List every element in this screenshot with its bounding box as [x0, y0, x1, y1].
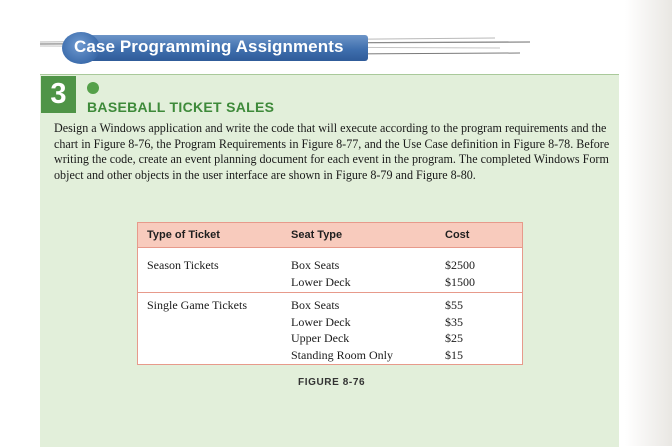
ticket-price-table: [137, 222, 523, 365]
table-header-row: [138, 223, 522, 248]
seat-type-cell: Upper Deck: [291, 331, 350, 345]
seat-type-cell: Lower Deck: [291, 314, 351, 329]
table-row-divider: [138, 292, 522, 293]
assignment-title: BASEBALL TICKET SALES: [87, 99, 275, 115]
cost-cell: $55: [445, 298, 463, 312]
header-type-of-ticket: Type of Ticket: [147, 229, 220, 241]
section-header: [40, 32, 620, 64]
assignment-number: 3: [41, 76, 76, 113]
assignment-description: Design a Windows application and write the code that will execute according to the program requirements and the chart in Figure 8-76, the Program Requirements in Figure 8-77, and the Use Case definition in Figure 8-78. Before writing the code, create an event planning document for each event in the program. The completed Windows Form object and other objects in the user interface are shown in Figure 8-79 and Figure 8-80.: [54, 121, 610, 182]
header-seat-type: Seat Type: [291, 229, 343, 241]
cost-cell: $15: [445, 347, 463, 362]
ticket-type-cell: Single Game Tickets: [147, 298, 248, 312]
cost-cell: $35: [445, 314, 463, 329]
header-cost: Cost: [445, 229, 470, 241]
cost-cell: $1500: [445, 274, 475, 289]
seat-type-cell: Lower Deck: [291, 274, 351, 289]
cost-cell: $25: [445, 331, 463, 345]
ticket-type-cell: Season Tickets: [147, 258, 219, 272]
seat-type-cell: Standing Room Only: [291, 347, 394, 362]
seat-type-cell: Box Seats: [291, 298, 340, 312]
cost-cell: $2500: [445, 258, 475, 272]
bullet-dot-icon: [87, 82, 99, 94]
figure-caption: FIGURE 8-76: [298, 377, 366, 388]
header-title: Case Programming Assignments: [74, 37, 344, 56]
seat-type-cell: Box Seats: [291, 258, 340, 272]
